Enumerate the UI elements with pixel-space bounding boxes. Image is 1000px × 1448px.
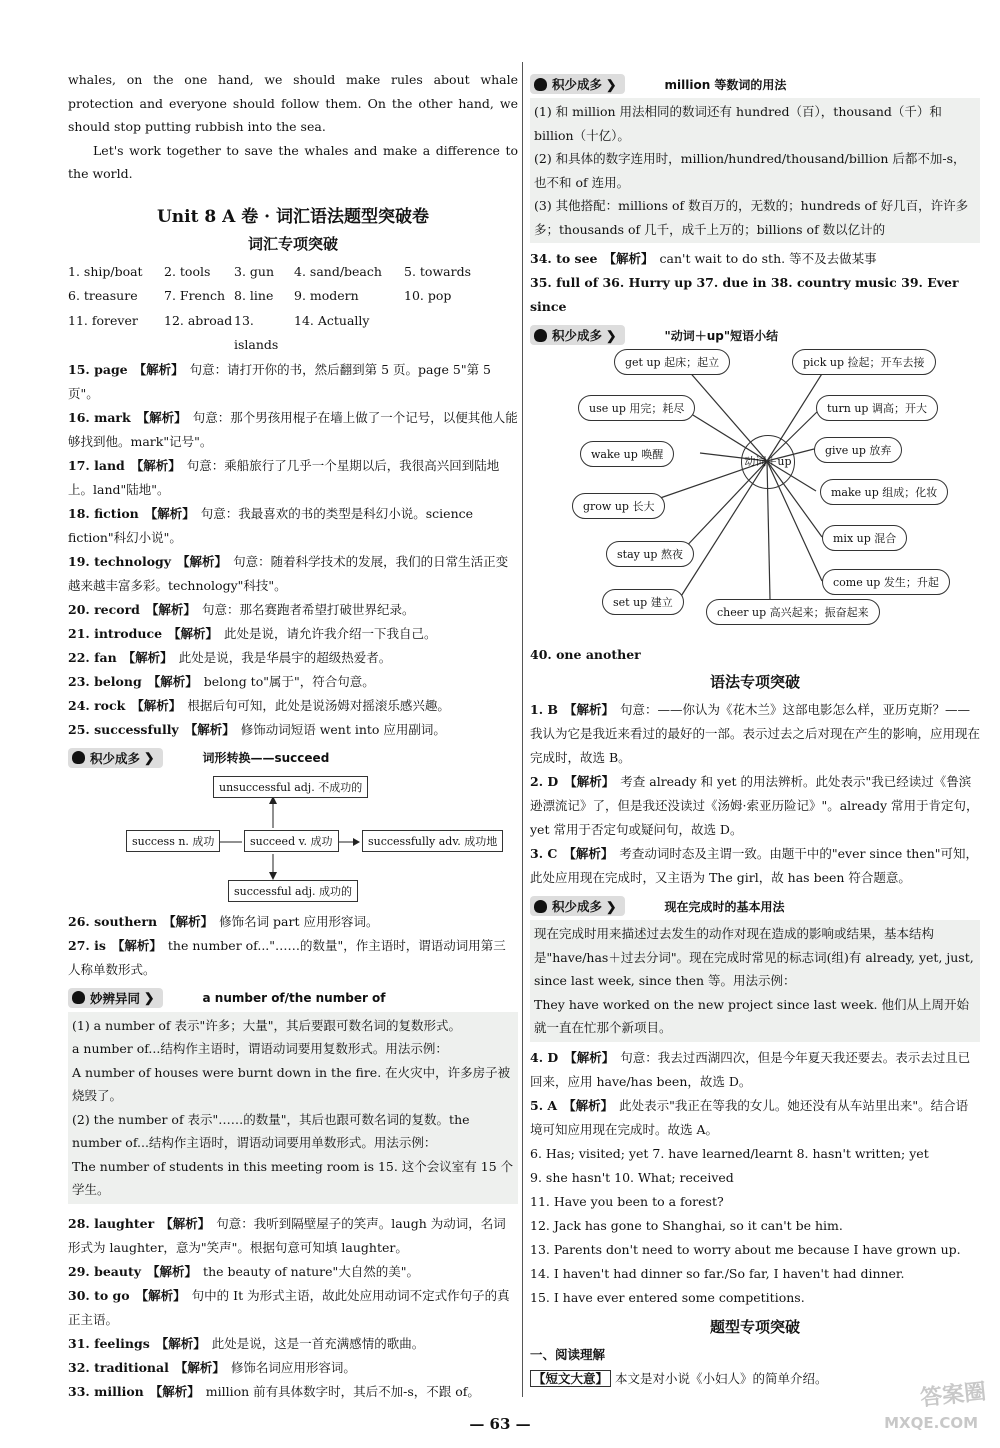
phrase-mix-up: mix up 混合 — [822, 525, 907, 551]
phrase-set-up: set up 建立 — [602, 589, 684, 615]
answer-item: 15. page 【解析】 句意：请打开你的书，然后翻到第 5 页。page 5"第 5 页"。 — [68, 361, 492, 401]
answer-item: 18. fiction 【解析】 句意：我最喜欢的书的类型是科幻小说。science fiction"科幻小说"。 — [68, 505, 474, 545]
verb-up-mindmap — [530, 349, 980, 639]
box-tag: 积少成多 ❯ — [530, 896, 625, 916]
box-tag: 积少成多 ❯ — [530, 74, 625, 94]
bulb-icon — [534, 78, 547, 91]
grammar-line: 13. Parents don't need to worry about me because I have grown up. — [530, 1241, 961, 1257]
intro-paragraph-1: whales, on the one hand, we should make rules about whale protection and everyone should follow them. On the other hand, we should stop putting rubbish into the sea. — [68, 72, 518, 134]
grid-item: 7. French — [164, 288, 226, 303]
mindmap-center: 动词＋up — [741, 435, 795, 489]
box-up-header — [530, 325, 980, 345]
answer-item: 31. feelings 【解析】 此处是说，这是一首充满感情的歌曲。 — [68, 1335, 425, 1351]
phrase-give-up: give up 放弃 — [814, 437, 902, 463]
answer-item: 34. to see 【解析】 can't wait to do sth. 等不及去做某事 — [530, 251, 877, 266]
answer-item: 25. successfully 【解析】 修饰动词短语 went into 应用副词。 — [68, 721, 446, 737]
grid-item: 10. pop — [404, 288, 452, 303]
phrase-come-up: come up 发生；升起 — [822, 569, 950, 595]
grid-item: 2. tools — [164, 263, 211, 279]
box-number-body — [68, 1012, 518, 1204]
box-number-header — [68, 988, 518, 1008]
box-perfect-header — [530, 896, 980, 916]
right-column — [530, 74, 980, 1391]
node-succeed: succeed v. 成功 — [244, 830, 339, 852]
grammar-answer: 5. A 【解析】 此处表示"我正在等我的女儿。她还没有从车站里出来"。结合语境可知应用现在完成时。故选 A。 — [530, 1097, 969, 1137]
node-unsuccessful: unsuccessful adj. 不成功的 — [213, 776, 368, 798]
chevron-right-icon: ❯ — [144, 750, 155, 765]
grid-item: 11. forever — [68, 312, 138, 328]
grid-item: 8. line — [234, 288, 274, 303]
grammar-line: 9. she hasn't 10. What; received — [530, 1169, 734, 1185]
grammar-answer: 1. B 【解析】 句意：——你认为《花木兰》这部电影怎么样，亚历克斯？——我认为它是我近来看过的最好的一部。表示过去之后对现在产生的影响，应用现在完成时，故选 B。 — [530, 702, 981, 765]
grammar-heading: 语法专项突破 — [709, 673, 800, 691]
grid-item: 14. Actually — [294, 312, 370, 328]
phrase-get-up: get up 起床；起立 — [614, 349, 730, 375]
grid-item: 6. treasure — [68, 288, 138, 303]
answers-15-25 — [68, 358, 518, 742]
bulb-icon — [534, 329, 547, 342]
word-form-diagram — [68, 772, 518, 900]
answer-item: 17. land 【解析】 句意：乘船旅行了几乎一个星期以后，我很高兴回到陆地上。land"陆地"。 — [68, 457, 500, 497]
box-tag: 积少成多 ❯ — [68, 748, 163, 768]
answers-26-27 — [68, 910, 518, 982]
answer-item: 23. belong 【解析】 belong to"属于"，符合句意。 — [68, 673, 375, 689]
node-successful: successful adj. 成功的 — [228, 880, 358, 902]
bulb-icon — [72, 751, 85, 764]
chevron-right-icon: ❯ — [606, 327, 617, 343]
box-line: They have worked on the new project since last week. 他们从上周开始就一直在忙那个新项目。 — [534, 996, 970, 1035]
box-tag: 妙辨异同 ❯ — [68, 988, 163, 1008]
grid-item: 5. towards — [404, 263, 471, 279]
grammar-line: 14. I haven't had dinner so far./So far, I haven't had dinner. — [530, 1265, 905, 1281]
column-divider — [522, 62, 523, 1397]
bulb-icon — [72, 991, 85, 1004]
answer-item: 16. mark 【解析】 句意：那个男孩用棍子在墙上做了一个记号，以便其他人能够找到他。mark"记号"。 — [68, 409, 518, 449]
answer-item: 22. fan 【解析】 此处是说，我是华晨宇的超级热爱者。 — [68, 649, 392, 665]
answer-item: 27. is 【解析】 the number of..."……的数量"，作主语时，谓语动词用第三人称单数形式。 — [68, 937, 506, 977]
answer-item: 32. traditional 【解析】 修饰名词应用形容词。 — [68, 1359, 356, 1375]
grammar-line: 12. Jack has gone to Shanghai, so it can't be him. — [530, 1217, 843, 1233]
box-line: (1) a number of 表示"许多；大量"，其后要跟可数名词的复数形式。 — [72, 1017, 462, 1033]
answer-item: 19. technology 【解析】 句意：随着科学技术的发展，我们的日常生活正变越来越丰富多彩。technology"科技"。 — [68, 553, 509, 593]
watermark-url: MXQE.COM — [884, 1414, 978, 1432]
answer-item: 30. to go 【解析】 句中的 It 为形式主语，故此处应用动词不定式作句子的真正主语。 — [68, 1287, 510, 1327]
grid-item: 4. sand/beach — [294, 263, 382, 279]
grammar-line: 15. I have ever entered some competitions. — [530, 1289, 805, 1305]
answers-35-39: 35. full of 36. Hurry up 37. due in 38. country music 39. Ever since — [530, 275, 959, 314]
answer-item: 33. million 【解析】 million 前有具体数字时，其后不加-s，不跟 of。 — [68, 1383, 480, 1399]
phrase-cheer-up: cheer up 高兴起来；振奋起来 — [706, 599, 880, 625]
box-succeed-header — [68, 748, 518, 768]
box-million-body — [530, 98, 980, 243]
chevron-right-icon: ❯ — [606, 76, 617, 92]
answers-28-33 — [68, 1212, 518, 1404]
intro-paragraph-2: Let's work together to save the whales and make a difference to the world. — [68, 142, 518, 181]
box-line: (3) 其他搭配：millions of 数百万的，无数的；hundreds of 好几百，许许多多；thousands of 几千，成千上万的；billions of 数以亿计的 — [534, 198, 969, 237]
bulb-icon — [534, 900, 547, 913]
grammar-line: 11. Have you been to a forest? — [530, 1193, 724, 1209]
grid-item: 3. gun — [234, 263, 275, 279]
box-title: 现在完成时的基本用法 — [664, 899, 785, 914]
watermark-logo: 答案圈 — [919, 1379, 988, 1412]
box-line: The number of students in this meeting room is 15. 这个会议室有 15 个学生。 — [72, 1158, 514, 1197]
chevron-right-icon: ❯ — [606, 898, 617, 914]
box-title: "动词＋up"短语小结 — [664, 328, 779, 343]
box-title: 词形转换——succeed — [202, 751, 330, 765]
box-line: (1) 和 million 用法相同的数词还有 hundred（百），thousand（千）和 billion（十亿）。 — [534, 104, 942, 143]
left-column — [68, 68, 518, 1404]
grammar-answer: 3. C 【解析】 考查动词时态及主谓一致。由题干中的"ever since then"可知，此处应用现在完成时，又主语为 The girl，故 has been 符合题意。 — [530, 846, 979, 885]
grid-item: 12. abroad — [164, 312, 233, 328]
box-line: A number of houses were burnt down in the fire. 在火灾中，许多房子被烧毁了。 — [72, 1064, 511, 1103]
box-line: 现在完成时用来描述过去发生的动作对现在造成的影响或结果，基本结构是"have/has＋过去分词"。现在完成时常见的标志词(组)有 already, yet, just, since last week, since then 等。用法示例： — [534, 926, 974, 988]
vocab-heading: 词汇专项突破 — [247, 234, 338, 253]
phrase-wake-up: wake up 唤醒 — [580, 441, 674, 467]
answer-grid — [68, 260, 518, 358]
phrase-turn-up: turn up 调高；开大 — [816, 395, 938, 421]
grammar-answer: 2. D 【解析】 考查 already 和 yet 的用法辨析。此处表示"我已经读过《鲁滨逊漂流记》了，但是我还没读过《汤姆·索亚历险记》"。already 常用于肯定句，yet 常用于否定句或疑问句，故选 D。 — [530, 774, 979, 837]
box-line: a number of...结构作主语时，谓语动词要用复数形式。用法示例： — [72, 1041, 448, 1056]
node-success: success n. 成功 — [126, 830, 220, 852]
page-number: — 63 — — [469, 1415, 531, 1433]
answer-item: 20. record 【解析】 句意：那名赛跑者希望打破世界纪录。 — [68, 601, 415, 617]
phrase-pick-up: pick up 捡起；开车去接 — [792, 349, 936, 375]
phrase-grow-up: grow up 长大 — [572, 493, 665, 519]
unit-title: Unit 8 A 卷 · 词汇语法题型突破卷 — [156, 206, 430, 227]
box-title: million 等数词的用法 — [664, 77, 787, 92]
box-perfect-body — [530, 920, 980, 1042]
box-line: number of...结构作主语时，谓语动词要用单数形式。用法示例： — [72, 1135, 437, 1150]
summary-line: 【短文大意】 本文是对小说《小妇人》的简单介绍。 — [530, 1367, 980, 1391]
phrase-stay-up: stay up 熬夜 — [606, 541, 694, 567]
phrase-use-up: use up 用完；耗尽 — [578, 395, 695, 421]
box-tag: 积少成多 ❯ — [530, 325, 625, 345]
grid-item: 9. modern — [294, 288, 359, 303]
answer-40: 40. one another — [530, 647, 641, 662]
box-line: (2) the number of 表示"……的数量"，其后也跟可数名词的复数。the — [72, 1111, 470, 1127]
type-heading: 题型专项突破 — [709, 1317, 800, 1336]
reading-label: 一、阅读理解 — [530, 1346, 606, 1362]
phrase-make-up: make up 组成；化妆 — [820, 479, 948, 505]
grid-item: 13. islands — [234, 312, 279, 352]
node-successfully: successfully adv. 成功地 — [362, 830, 503, 852]
grid-item: 1. ship/boat — [68, 263, 143, 279]
grammar-line: 6. Has; visited; yet 7. have learned/learnt 8. hasn't written; yet — [530, 1145, 929, 1161]
grammar-answer: 4. D 【解析】 句意：我去过西湖四次，但是今年夏天我还要去。表示去过且已回来，应用 have/has been，故选 D。 — [530, 1049, 971, 1089]
answer-item: 26. southern 【解析】 修饰名词 part 应用形容词。 — [68, 913, 379, 929]
box-million-header — [530, 74, 980, 94]
chevron-right-icon: ❯ — [144, 990, 155, 1005]
answer-item: 29. beauty 【解析】 the beauty of nature"大自然的美"。 — [68, 1263, 420, 1279]
box-line: (2) 和具体的数字连用时，million/hundred/thousand/billion 后都不加-s，也不和 of 连用。 — [534, 151, 966, 190]
box-title: a number of/the number of — [202, 990, 386, 1005]
answer-item: 24. rock 【解析】 根据后句可知，此处是说汤姆对摇滚乐感兴趣。 — [68, 697, 450, 713]
answer-item: 21. introduce 【解析】 此处是说，请允许我介绍一下我自己。 — [68, 625, 437, 641]
answer-item: 28. laughter 【解析】 句意：我听到隔壁屋子的笑声。laugh 为动词，名词形式为 laughter，意为"笑声"。根据句意可知填 laughter。 — [68, 1215, 506, 1255]
